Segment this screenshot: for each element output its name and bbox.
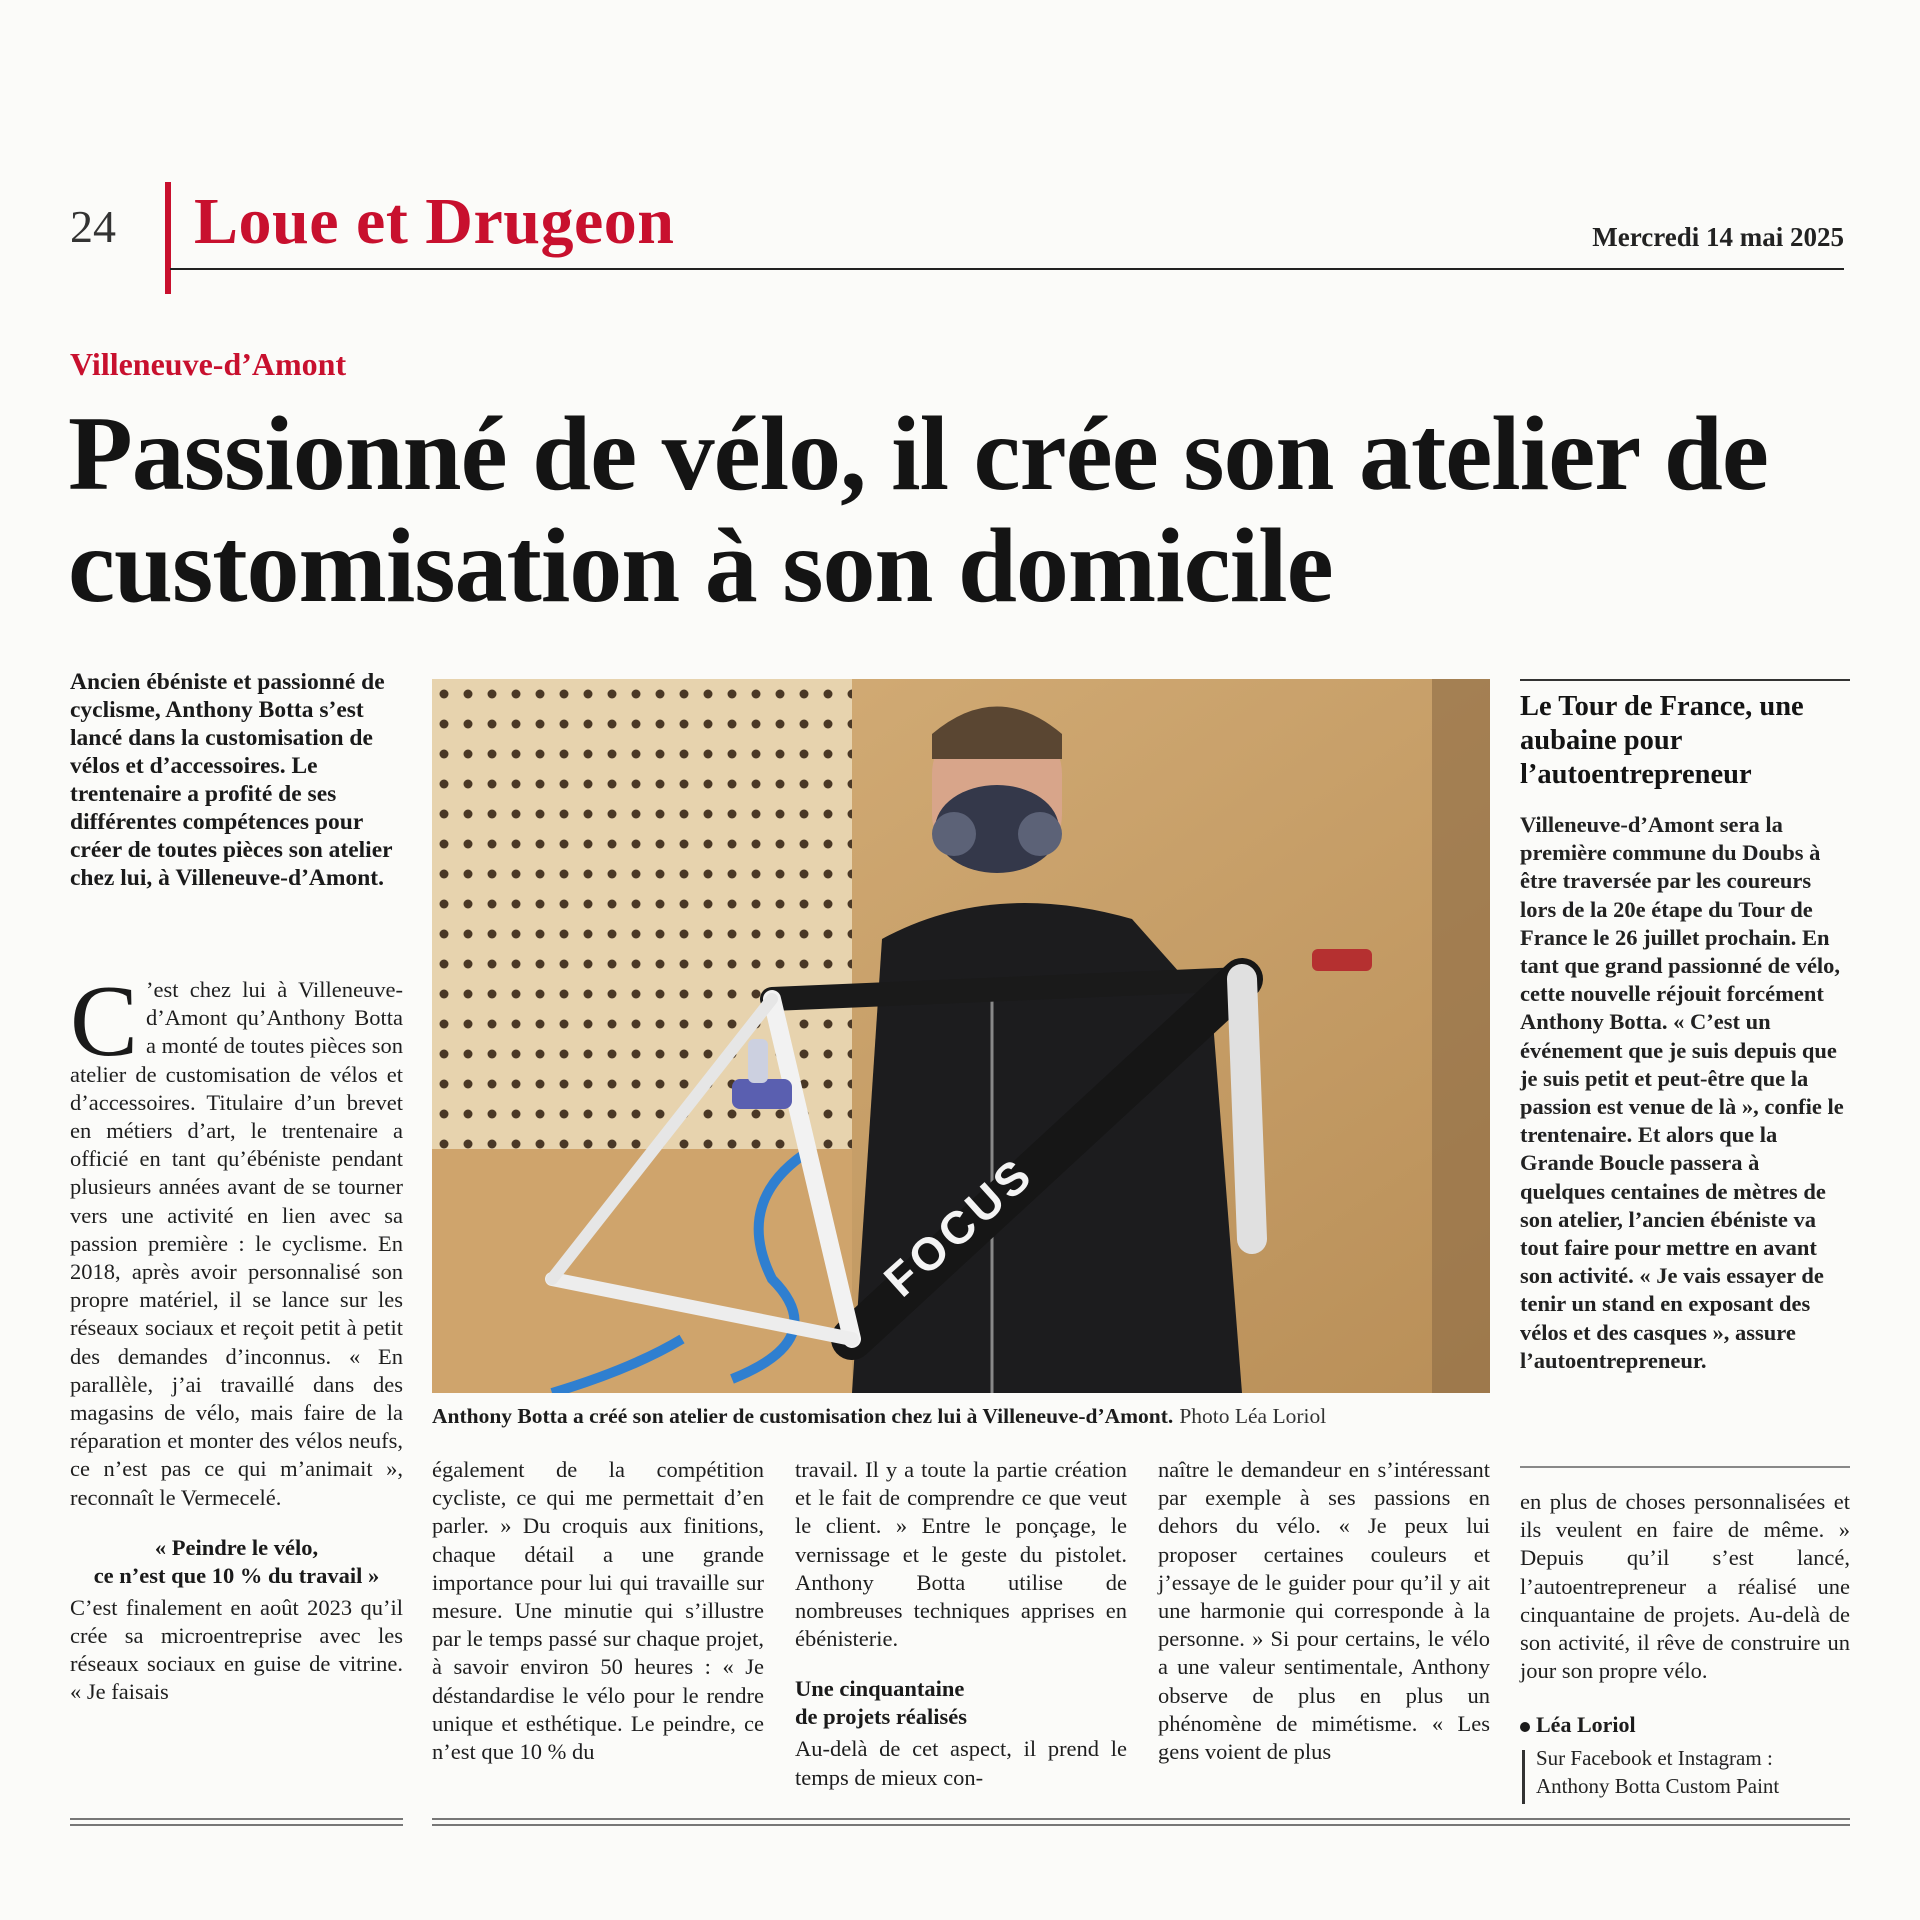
article-column-3 [795, 1456, 1127, 1792]
subheading-2-line-2: de projets réalisés [795, 1704, 968, 1730]
author-name: Léa Loriol [1536, 1712, 1636, 1737]
page-number: 24 [70, 201, 116, 252]
bottom-rule [70, 1818, 403, 1820]
bottom-rule [432, 1818, 1850, 1820]
caption-text: Anthony Botta a créé son atelier de customisation chez lui à Villeneuve-d’Amont. [432, 1404, 1174, 1428]
header-rule [170, 268, 1844, 270]
article-lead: Ancien ébéniste et passionné de cyclisme, Anthony Botta s’est lancé dans la customisation de vélos et d’accessoires. Le trentenaire a profité de ses différentes compétences pour créer de toutes pièces son atelier chez lui, à Villeneuve-d’Amont. [70, 669, 393, 891]
sidebar-title: Le Tour de France, une aubaine pour l’autoentrepreneur [1520, 691, 1804, 790]
subheading-1 [70, 1534, 403, 1590]
social-bar [1522, 1750, 1525, 1804]
social-line-1: Sur Facebook et Instagram : [1536, 1746, 1773, 1770]
article-column-1 [70, 965, 403, 1707]
drop-cap: C [70, 965, 139, 1078]
photo-caption [432, 1404, 1490, 1429]
photo-credit: Photo Léa Loriol [1179, 1404, 1327, 1428]
bottom-rule [432, 1824, 1850, 1826]
section-title: Loue et Drugeon [194, 185, 675, 258]
sidebar-body: Villeneuve-d’Amont sera la première commune du Doubs à être traversée par les coureurs lors de la 20e étape du Tour de France le 26 juillet prochain. En tant que grand passionné de vélo, cette nouvelle réjouit forcément Anthony Botta. « C’est un événement que je suis depuis que je suis petit et peut-être que la passion est venue de là », confie le trentenaire. Et alors que la Grande Boucle passera à quelques centaines de mètres de son atelier, l’ancien ébéniste va tout faire pour mettre en avant son activité. « Je vais essayer de tenir un stand en exposant des vélos et des casques », assure l’autoentrepreneur. [1520, 812, 1844, 1373]
subheading-2-line-1: Une cinquantaine [795, 1676, 965, 1702]
publication-date: Mercredi 14 mai 2025 [1592, 222, 1844, 252]
article-column-2: également de la compétition cycliste, ce qui me permettait d’en parler. » Du croquis aux finitions, chaque détail a une grande importance pour lui qui travaille sur mesure. Une minutie qui s’illustre par le temps passé sur chaque projet, à savoir environ 50 heures : « Je déstandardise le vélo pour le rendre unique et esthétique. Le peindre, ce n’est que 10 % du [432, 1457, 764, 1765]
paragraph-2-start: C’est finalement en août 2023 qu’il crée sa microentreprise avec les réseaux sociaux en guise de vitrine. « Je faisais [70, 1594, 403, 1705]
social-line-2: Anthony Botta Custom Paint [1536, 1774, 1780, 1798]
social-info [1536, 1744, 1779, 1800]
article-column-5: en plus de choses personnalisées et ils veulent en faire de même. » Depuis qu’il s’est lancé, l’autoentrepreneur a réalisé une cinquantaine de projets. Au-delà de son activité, il rêve de construire un jour son propre vélo. [1520, 1489, 1850, 1684]
paragraph-2-end: travail. Il y a toute la partie création et le fait de comprendre ce que veut le client. » Entre le ponçage, le vernissage et le geste du pistolet. Anthony Botta utilise de nombreuses techniques apprises en ébénisterie. [795, 1457, 1127, 1652]
subheading-1-line-1: « Peindre le vélo, [154, 1534, 319, 1560]
bottom-rule [70, 1824, 403, 1826]
article-photo [432, 679, 1490, 1393]
subheading-2 [795, 1675, 1127, 1731]
section-red-bar [165, 182, 171, 294]
sidebar-bottom-rule [1520, 1466, 1850, 1468]
sidebar-top-rule [1520, 679, 1850, 681]
subheading-1-line-2: ce n’est que 10 % du travail » [93, 1562, 380, 1588]
article-kicker: Villeneuve-d’Amont [70, 346, 347, 382]
article-headline: Passionné de vélo, il crée son atelier de customisation à son domicile [68, 395, 1768, 624]
frame-brand-text: FOCUS [873, 1146, 1044, 1307]
author-byline [1520, 1712, 1636, 1738]
bullet-icon [1520, 1722, 1530, 1732]
paragraph-3-start: Au-delà de cet aspect, il prend le temps de mieux con- [795, 1736, 1127, 1790]
paragraph-1: ’est chez lui à Villeneuve-d’Amont qu’Anthony Botta a monté de toutes pièces son atelier de customisation de vélos et d’accessoires. Titulaire d’un brevet en métiers d’art, le trentenaire a officié en tant qu’ébéniste pendant plusieurs années avant de se tourner vers une activité en lien avec sa passion première : le cyclisme. En 2018, après avoir personnalisé son propre matériel, il se lance sur les réseaux sociaux et reçoit petit à petit des demandes d’inconnus. « En parallèle, j’ai travaillé dans des magasins de vélo, mais faire de la réparation et monter des vélos neufs, ce n’est pas ce qui m’animait », reconnaît le Vermecelé. [70, 977, 403, 1510]
article-column-4: naître le demandeur en s’intéressant par exemple à ses passions en dehors du vélo. « Je peux lui proposer certaines couleurs et j’essaye de le guider pour qu’il y ait une harmonie qui corresponde à la personne. » Si pour certains, le vélo a une valeur sentimentale, Anthony observe de plus en plus un phénomène de mimétisme. « Les gens voient de plus [1158, 1457, 1490, 1765]
